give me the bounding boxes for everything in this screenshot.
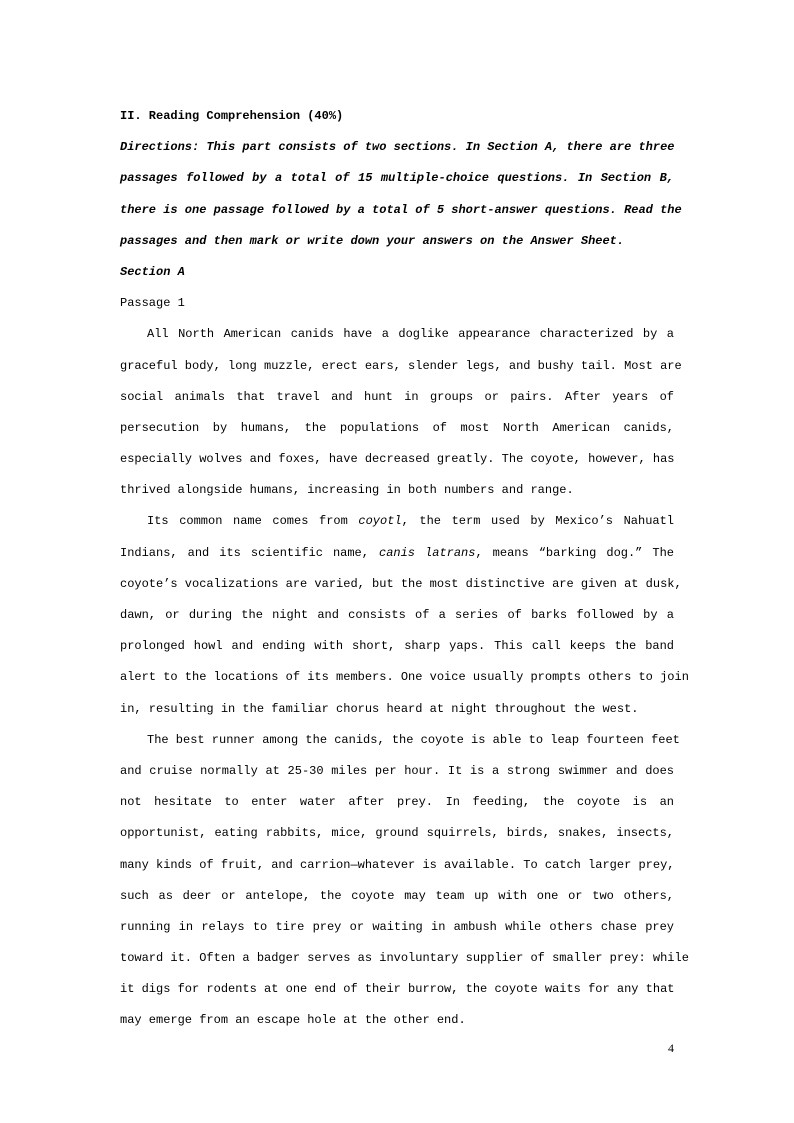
paragraph-line: graceful body, long muzzle, erect ears, slender legs, and bushy tail. Most are	[120, 358, 682, 373]
paragraph-line: many kinds of fruit, and carrion—whatever is available. To catch larger prey,	[120, 857, 675, 872]
paragraph-line: it digs for rodents at one end of their burrow, the coyote waits for any that	[120, 982, 675, 997]
paragraph-line: All North American canids have a doglike appearance characterized by a	[147, 327, 674, 342]
paragraph-line: and cruise normally at 25-30 miles per hour. It is a strong swimmer and does	[120, 763, 674, 778]
paragraph-line	[120, 538, 674, 569]
section-heading: II. Reading Comprehension (40%)	[120, 109, 344, 123]
italic-term-canis-latrans: canis latrans	[379, 545, 476, 560]
paragraph-line: alert to the locations of its members. One voice usually prompts others to join	[120, 670, 689, 685]
paragraph-3	[120, 725, 689, 1037]
paragraph-line: The best runner among the canids, the coyote is able to leap fourteen feet	[147, 732, 680, 747]
document-page	[120, 101, 689, 1037]
text-span: , the term used by Mexico’s Nahuatl	[401, 514, 674, 529]
directions-line: passages and then mark or write down your answers on the Answer Sheet.	[120, 233, 625, 248]
directions-block	[120, 132, 682, 257]
paragraph-line: toward it. Often a badger serves as involuntary supplier of smaller prey: while	[120, 951, 689, 966]
paragraph-line	[120, 506, 674, 537]
paragraph-line: in, resulting in the familiar chorus heard at night throughout the west.	[120, 701, 639, 716]
paragraph-line: prolonged howl and ending with short, sharp yaps. This call keeps the band	[120, 639, 674, 654]
paragraph-line: may emerge from an escape hole at the other end.	[120, 1013, 466, 1028]
paragraph-line: especially wolves and foxes, have decreased greatly. The coyote, however, has	[120, 452, 675, 467]
paragraph-line: persecution by humans, the populations of most North American canids,	[120, 420, 674, 435]
paragraph-line: running in relays to tire prey or waiting in ambush while others chase prey	[120, 919, 674, 934]
paragraph-line: social animals that travel and hunt in groups or pairs. After years of	[120, 389, 674, 404]
paragraph-line: opportunist, eating rabbits, mice, ground squirrels, birds, snakes, insects,	[120, 826, 674, 841]
directions-line: passages followed by a total of 15 multiple-choice questions. In Section B,	[120, 171, 674, 186]
section-label: Section A	[120, 264, 185, 279]
italic-term-coyotl: coyotl	[358, 514, 402, 529]
text-span: Its common name comes from	[147, 514, 359, 529]
paragraph-line: dawn, or during the night and consists of a series of barks followed by a	[120, 608, 674, 622]
paragraph-line: such as deer or antelope, the coyote may team up with one or two others,	[120, 888, 674, 903]
paragraph-1	[120, 319, 682, 506]
passage-label: Passage 1	[120, 296, 185, 311]
text-span: Indians, and its scientific name,	[120, 545, 379, 560]
text-span: , means “barking dog.” The	[475, 545, 675, 560]
paragraph-line: thrived alongside humans, increasing in both numbers and range.	[120, 483, 574, 498]
paragraph-line: coyote’s vocalizations are varied, but the most distinctive are given at dusk,	[120, 576, 682, 591]
paragraph-line: not hesitate to enter water after prey. In feeding, the coyote is an	[120, 795, 674, 810]
paragraph-2	[120, 506, 689, 724]
page-number: 4	[668, 1041, 674, 1055]
directions-line: Directions: This part consists of two sections. In Section A, there are three	[120, 140, 675, 155]
directions-line: there is one passage followed by a total of 5 short-answer questions. Read the	[120, 202, 682, 217]
